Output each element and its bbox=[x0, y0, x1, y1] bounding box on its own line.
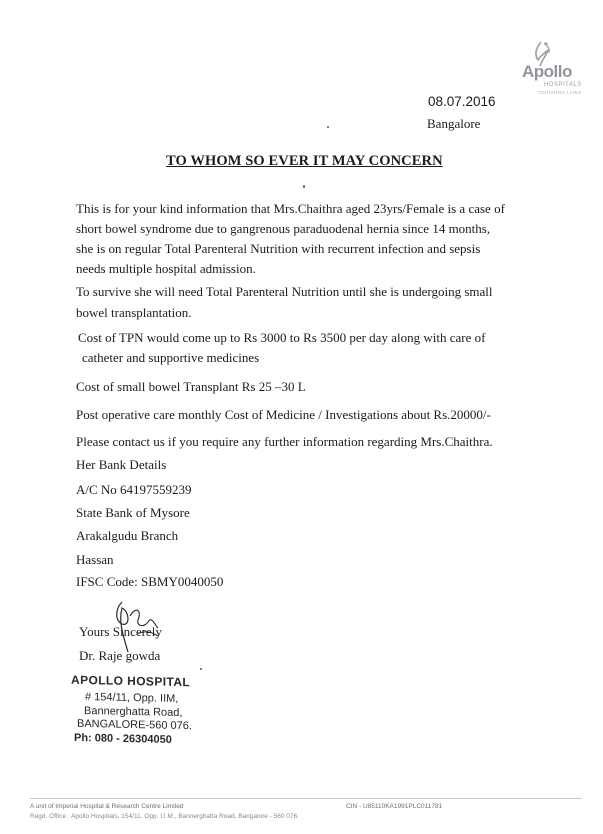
body-line: she is on regular Total Parenteral Nutrition with recurrent infection and sepsis bbox=[76, 241, 481, 256]
bank-name: State Bank of Mysore bbox=[76, 505, 190, 520]
body-line: catheter and supportive medicines bbox=[82, 350, 260, 365]
footer-divider bbox=[30, 798, 582, 799]
stamp-line: BANGALORE-560 076. bbox=[77, 717, 192, 733]
letter-heading: TO WHOM SO EVER IT MAY CONCERN bbox=[166, 153, 443, 169]
footer-company: A unit of Imperial Hospital & Research Centre Limited bbox=[30, 803, 184, 810]
stamp-line: Bannerghatta Road, bbox=[84, 704, 183, 720]
logo-sub-text: HOSPITALS bbox=[544, 82, 582, 88]
letter-date: 08.07.2016 bbox=[428, 94, 496, 109]
stamp-title: APOLLO HOSPITAL bbox=[71, 672, 191, 690]
apollo-logo bbox=[516, 40, 588, 110]
letter-city: Bangalore bbox=[427, 116, 481, 131]
body-line: To survive she will need Total Parenteral Nutrition until she is undergoing small bbox=[76, 284, 493, 299]
logo-brand-text: Apollo bbox=[522, 62, 572, 81]
body-line: short bowel syndrome due to gangrenous paraduodenal hernia since 14 months, bbox=[76, 221, 491, 236]
bank-branch: Arakalgudu Branch bbox=[76, 528, 179, 543]
body-line: bowel transplantation. bbox=[76, 305, 192, 320]
scan-speck bbox=[327, 126, 329, 128]
body-line: Cost of TPN would come up to Rs 3000 to Rs 3500 per day along with care of bbox=[78, 330, 486, 345]
footer-address: Regd. Office : Apollo Hospitals, 154/11, Opp. I.I.M., Bannerghatta Road, Bangalore - 560 076. bbox=[30, 813, 299, 820]
stamp-phone: Ph: 080 - 26304050 bbox=[74, 731, 172, 747]
body-line: Cost of small bowel Transplant Rs 25 –30 L bbox=[76, 379, 306, 394]
doctor-name: Dr. Raje gowda bbox=[79, 648, 161, 663]
ifsc-code: IFSC Code: SBMY0040050 bbox=[76, 574, 224, 589]
stamp-line: # 154/11, Opp. IIM, bbox=[85, 691, 179, 705]
logo-tagline: TOUCHING LIVES bbox=[538, 90, 582, 95]
body-line: This is for your kind information that Mrs.Chaithra aged 23yrs/Female is a case of bbox=[76, 201, 505, 216]
bank-city: Hassan bbox=[76, 552, 114, 567]
body-line: needs multiple hospital admission. bbox=[76, 261, 256, 276]
body-line: Please contact us if you require any further information regarding Mrs.Chaithra. bbox=[76, 434, 493, 449]
body-line: Post operative care monthly Cost of Medicine / Investigations about Rs.20000/- bbox=[76, 407, 491, 422]
footer-cin: CIN - U85110KA1991PLC011781 bbox=[346, 803, 443, 810]
scan-speck bbox=[303, 185, 305, 188]
closing-salutation: Yours Sincerely bbox=[79, 624, 162, 639]
bank-details-label: Her Bank Details bbox=[76, 457, 167, 472]
scan-speck bbox=[200, 668, 202, 670]
account-number: A/C No 64197559239 bbox=[76, 482, 192, 497]
